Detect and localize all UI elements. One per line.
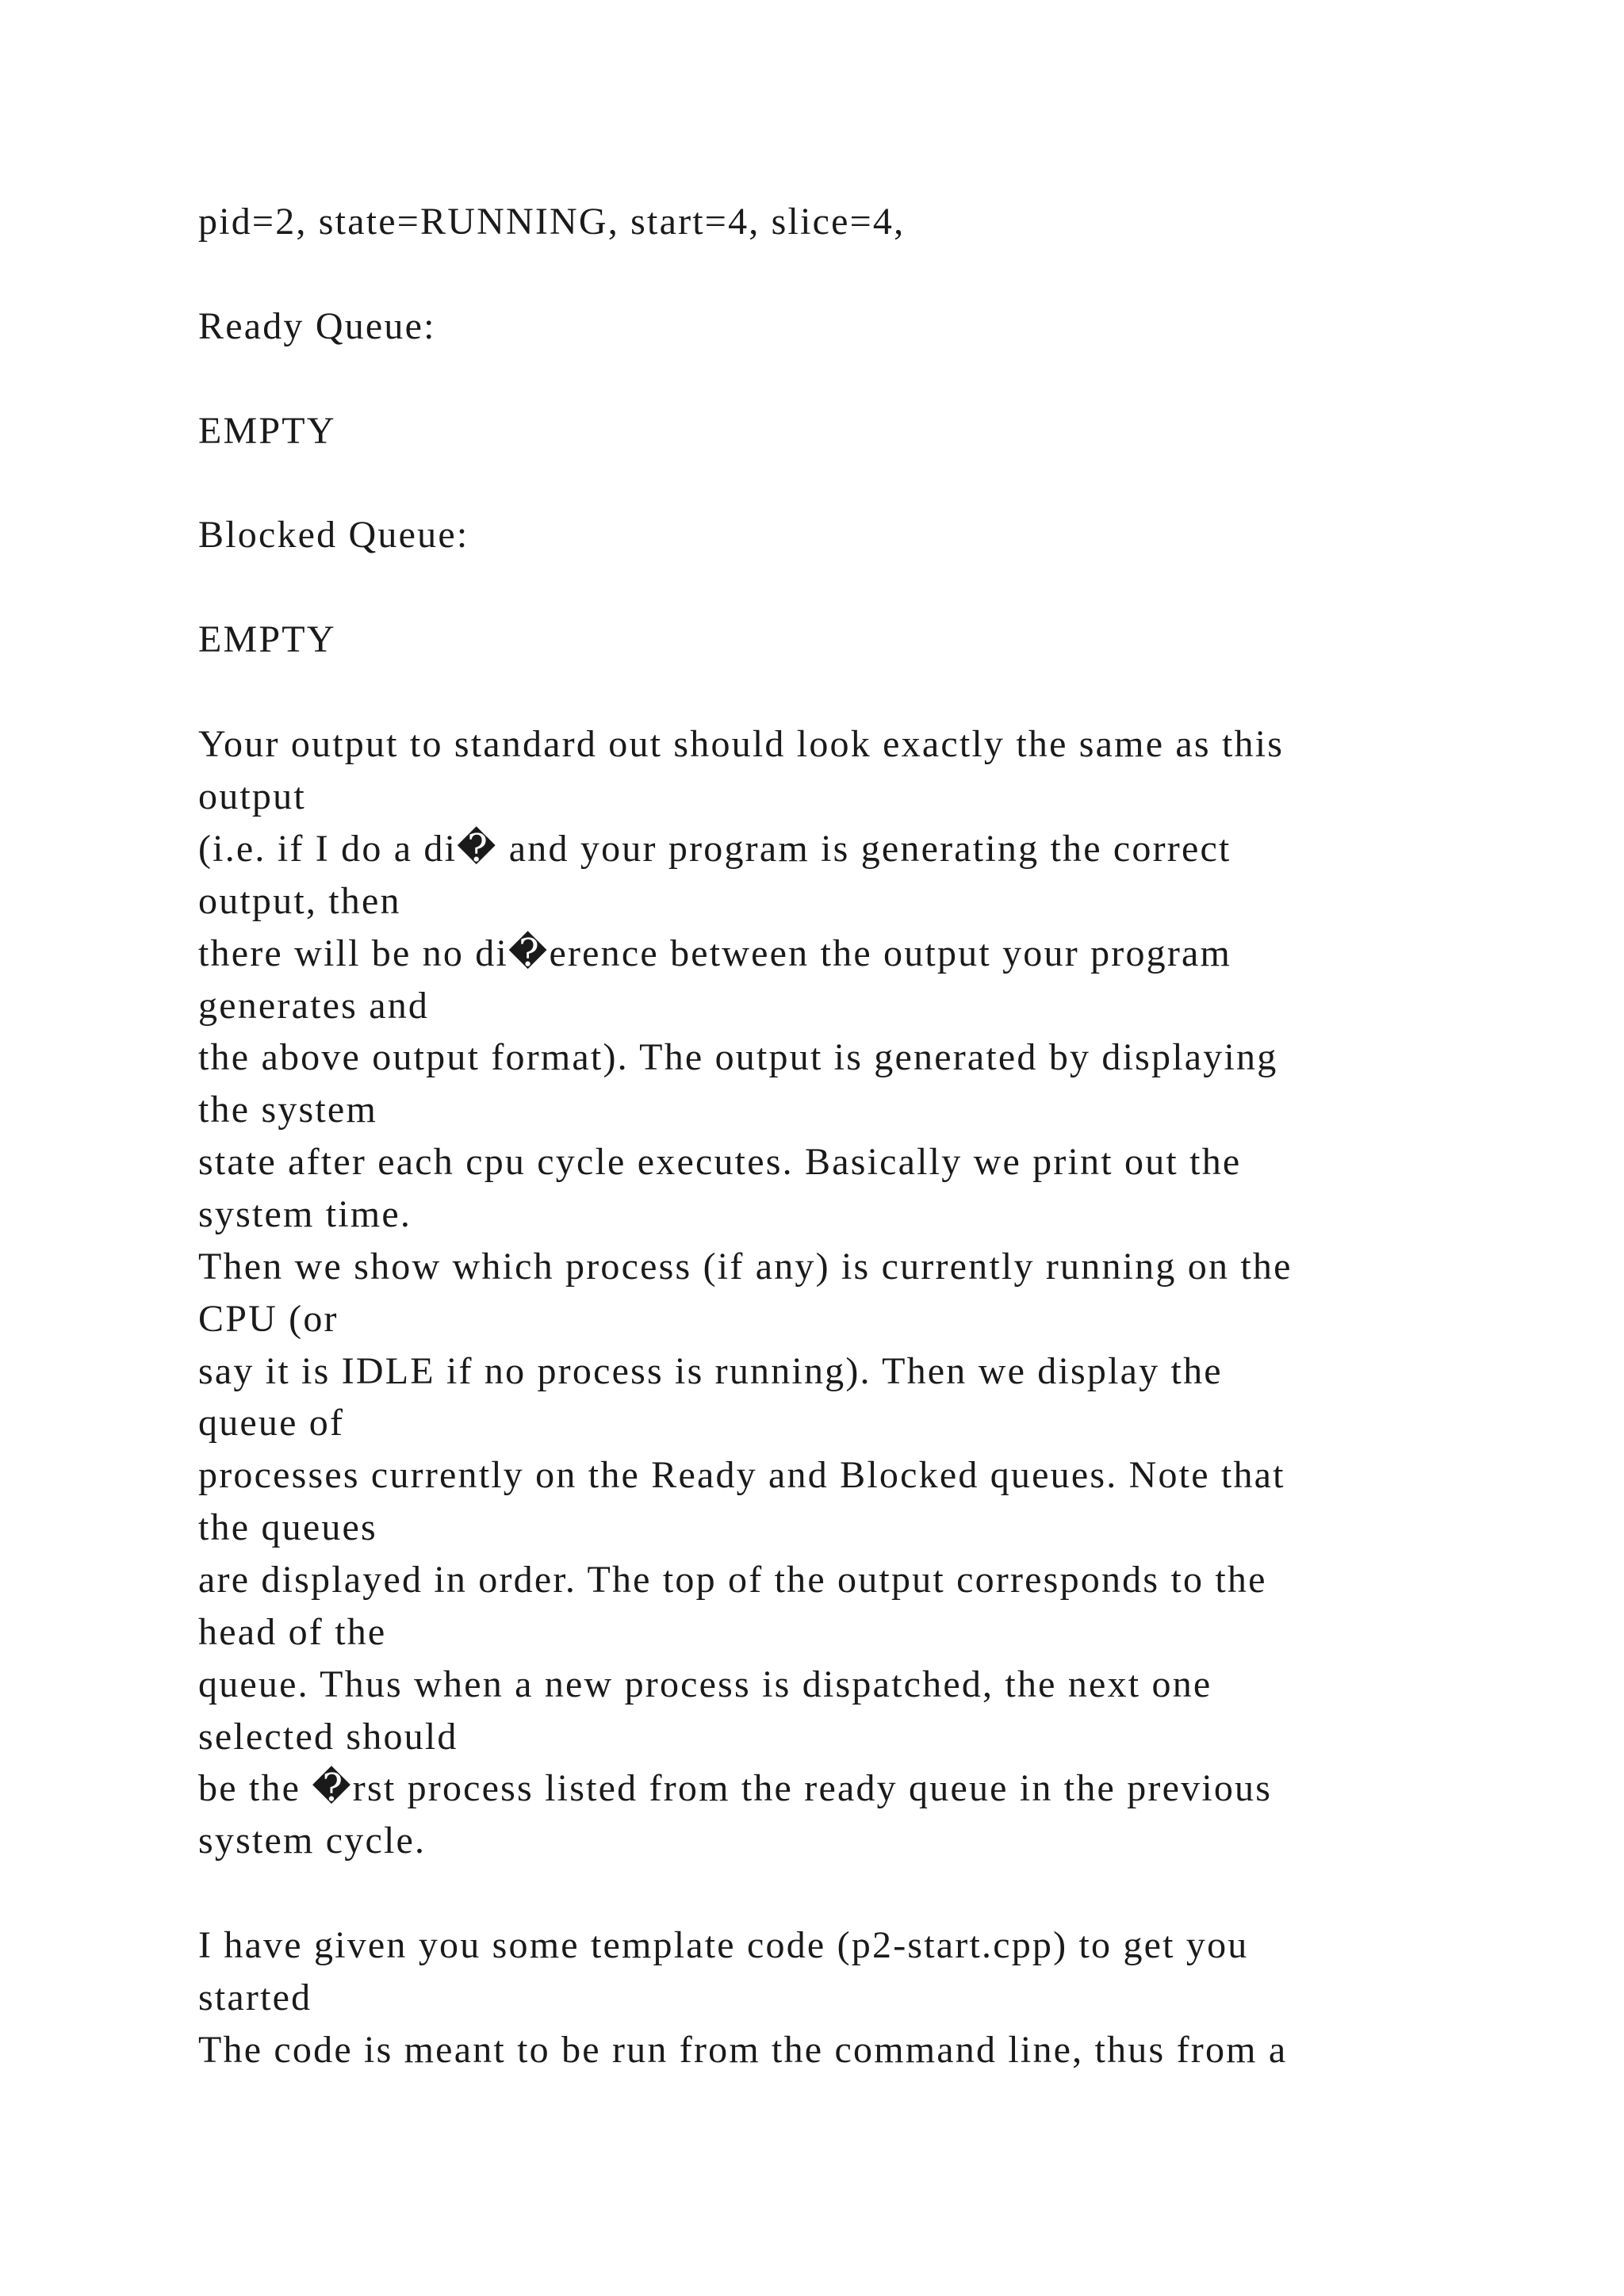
text-line: I have given you some template code (p2-start.cpp) to get you: [198, 1924, 1249, 1966]
text-line: the queues: [198, 1506, 377, 1548]
text-line: Your output to standard out should look exactly the same as this: [198, 723, 1285, 765]
text-line: started: [198, 1976, 312, 2019]
text-line: be the �rst process listed from the ready queue in the previous: [198, 1767, 1273, 1809]
text-line: say it is IDLE if no process is running). Then we display the: [198, 1350, 1223, 1392]
text-line: output: [198, 775, 306, 817]
text-line: The code is meant to be run from the command line, thus from a: [198, 2029, 1288, 2071]
text-line: queue. Thus when a new process is dispatched, the next one: [198, 1663, 1212, 1705]
text-line: are displayed in order. The top of the output corresponds to the: [198, 1559, 1267, 1601]
text-line: CPU (or: [198, 1298, 339, 1340]
text-line: Then we show which process (if any) is currently running on the: [198, 1246, 1293, 1288]
text-line: (i.e. if I do a di� and your program is generating the correct: [198, 828, 1231, 870]
text-line: processes currently on the Ready and Blocked queues. Note that: [198, 1454, 1285, 1496]
text-line: selected should: [198, 1716, 458, 1758]
text-line: the system: [198, 1089, 377, 1131]
text-line: EMPTY: [198, 618, 336, 660]
text-line: system cycle.: [198, 1820, 427, 1862]
text-line: state after each cpu cycle executes. Basically we print out the: [198, 1141, 1242, 1183]
text-line: queue of: [198, 1402, 345, 1444]
text-line: generates and: [198, 985, 430, 1027]
text-line: output, then: [198, 880, 401, 922]
text-line: system time.: [198, 1193, 412, 1235]
text-line: Ready Queue:: [198, 305, 436, 347]
text-line: head of the: [198, 1611, 387, 1653]
text-line: the above output format). The output is generated by displaying: [198, 1036, 1278, 1078]
text-line: there will be no di�erence between the output your program: [198, 932, 1232, 974]
text-line: Blocked Queue:: [198, 514, 469, 556]
text-line: pid=2, state=RUNNING, start=4, slice=4,: [198, 201, 906, 243]
text-line: EMPTY: [198, 410, 336, 452]
